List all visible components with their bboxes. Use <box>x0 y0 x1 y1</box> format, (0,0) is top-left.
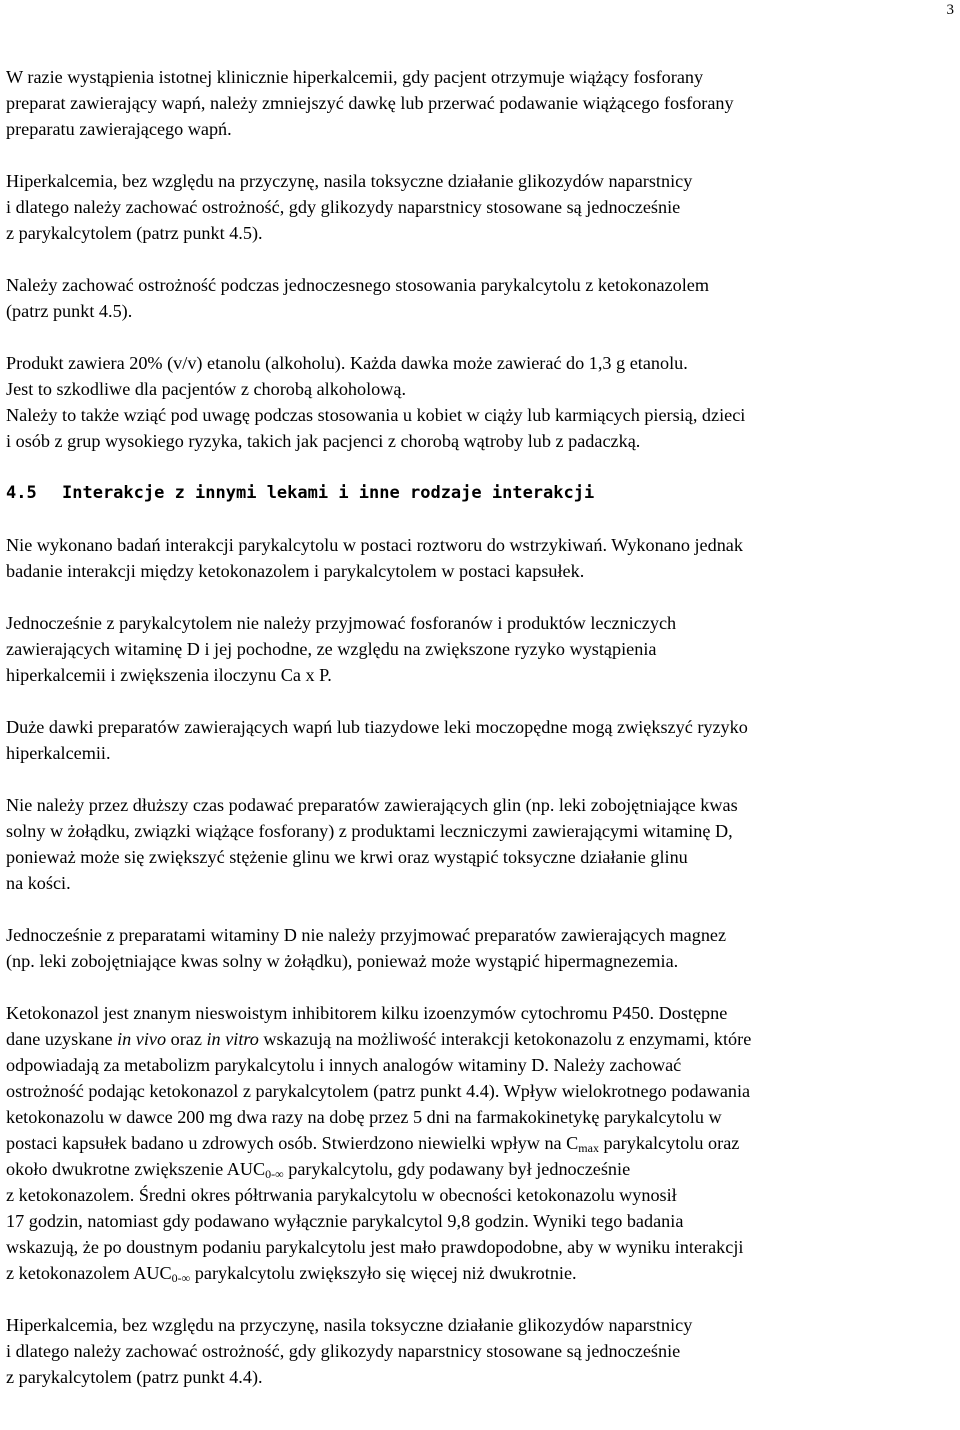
text-line: solny w żołądku, związki wiążące fosforany) z produktami leczniczymi zawierającymi witaminę D, <box>6 821 733 841</box>
paragraph-hypercalcemia-calcium <box>6 64 954 142</box>
paragraph-no-interaction-studies <box>6 532 954 584</box>
paragraph-phosphates-vitamin-d <box>6 610 954 688</box>
text-line: Nie należy przez dłuższy czas podawać preparatów zawierających glin (np. leki zobojętniające kwas <box>6 795 738 815</box>
text-line: W razie wystąpienia istotnej klinicznie hiperkalcemii, gdy pacjent otrzymuje wiążący fosforany <box>6 67 704 87</box>
paragraph-digitalis-warning-repeat <box>6 1312 954 1390</box>
text-line: wskazują, że po doustnym podaniu parykalcytolu jest mało prawdopodobne, aby w wyniku interakcji <box>6 1237 744 1257</box>
paragraph-aluminium <box>6 792 954 896</box>
text-line: Ketokonazol jest znanym nieswoistym inhibitorem kilku izoenzymów cytochromu P450. Dostępne <box>6 1003 728 1023</box>
text-line <box>6 1130 954 1156</box>
text-fragment: parykalcytolu oraz <box>598 1133 740 1153</box>
text-line: Jednocześnie z parykalcytolem nie należy przyjmować fosforanów i produktów leczniczych <box>6 613 677 633</box>
paragraph-calcium-thiazide <box>6 714 954 766</box>
text-line: Nie wykonano badań interakcji parykalcytolu w postaci roztworu do wstrzykiwań. Wykonano jednak <box>6 535 743 555</box>
text-line: (np. leki zobojętniające kwas solny w żołądku), ponieważ może wystąpić hipermagnezemia. <box>6 951 679 971</box>
text-line: zawierających witaminę D i jej pochodne, ze względu na zwiększone ryzyko wystąpienia <box>6 639 657 659</box>
text-line: ponieważ może się zwiększyć stężenie glinu we krwi oraz wystąpić toksyczne działanie glinu <box>6 847 688 867</box>
text-line: Jest to szkodliwe dla pacjentów z chorobą alkoholową. <box>6 379 407 399</box>
text-fragment: około dwukrotne zwiększenie AUC <box>6 1159 266 1179</box>
text-fragment: parykalcytolu, gdy podawany był jednocześnie <box>283 1159 631 1179</box>
paragraph-digitalis-warning <box>6 168 954 246</box>
text-line: Jednocześnie z preparatami witaminy D nie należy przyjmować preparatów zawierających magnez <box>6 925 727 945</box>
text-line: i dlatego należy zachować ostrożność, gdy glikozydy naparstnicy stosowane są jednocześnie <box>6 197 681 217</box>
text-line: Duże dawki preparatów zawierających wapń lub tiazydowe leki moczopędne mogą zwiększyć ryzyko <box>6 717 748 737</box>
subscript: 0-∞ <box>265 1167 284 1181</box>
text-fragment: oraz <box>166 1029 207 1049</box>
section-title: Interakcje z innymi lekami i inne rodzaje interakcji <box>62 483 595 503</box>
text-line: preparat zawierający wapń, należy zmniejszyć dawkę lub przerwać podawanie wiążącego fosforany <box>6 93 734 113</box>
text-line: na kości. <box>6 873 71 893</box>
text-line: ketokonazolu w dawce 200 mg dwa razy na dobę przez 5 dni na farmakokinetykę parykalcytolu w <box>6 1107 722 1127</box>
text-line: Hiperkalcemia, bez względu na przyczynę, nasila toksyczne działanie glikozydów naparstnicy <box>6 1315 693 1335</box>
text-line: z ketokonazolem. Średni okres półtrwania parykalcytolu w obecności ketokonazolu wynosił <box>6 1185 677 1205</box>
paragraph-ethanol-content <box>6 350 954 454</box>
subscript: 0-∞ <box>171 1271 191 1285</box>
text-fragment: z ketokonazolem AUC <box>6 1263 172 1283</box>
text-line <box>6 1156 954 1182</box>
text-line: z parykalcytolem (patrz punkt 4.4). <box>6 1367 263 1387</box>
text-line: i dlatego należy zachować ostrożność, gdy glikozydy naparstnicy stosowane są jednocześnie <box>6 1341 681 1361</box>
text-line: i osób z grup wysokiego ryzyka, takich jak pacjenci z chorobą wątroby lub z padaczką. <box>6 431 641 451</box>
paragraph-ketoconazole-study <box>6 1000 954 1286</box>
page-number: 3 <box>946 2 954 18</box>
text-line <box>6 1026 954 1052</box>
text-fragment: wskazują na możliwość interakcji ketokonazolu z enzymami, które <box>258 1029 752 1049</box>
section-heading-4-5 <box>6 480 954 506</box>
text-line: 17 godzin, natomiast gdy podawano wyłącznie parykalcytol 9,8 godzin. Wyniki tego badania <box>6 1211 684 1231</box>
text-line: hiperkalcemii. <box>6 743 111 763</box>
text-line: z parykalcytolem (patrz punkt 4.5). <box>6 223 263 243</box>
section-number: 4.5 <box>6 483 37 503</box>
text-line: Należy zachować ostrożność podczas jednoczesnego stosowania parykalcytolu z ketokonazolem <box>6 275 709 295</box>
paragraph-ketoconazole-caution <box>6 272 954 324</box>
text-fragment: dane uzyskane <box>6 1029 118 1049</box>
document-body <box>6 64 954 1390</box>
text-line: badanie interakcji między ketokonazolem i parykalcytolem w postaci kapsułek. <box>6 561 585 581</box>
text-line: (patrz punkt 4.5). <box>6 301 133 321</box>
italic-term: in vitro <box>206 1029 259 1049</box>
text-line: Należy to także wziąć pod uwagę podczas stosowania u kobiet w ciąży lub karmiących piersią, dzieci <box>6 405 746 425</box>
text-fragment: postaci kapsułek badano u zdrowych osób. Stwierdzono niewielki wpływ na C <box>6 1133 579 1153</box>
text-line: Produkt zawiera 20% (v/v) etanolu (alkoholu). Każda dawka może zawierać do 1,3 g etanolu. <box>6 353 688 373</box>
italic-term: in vivo <box>117 1029 167 1049</box>
text-line: hiperkalcemii i zwiększenia iloczynu Ca x P. <box>6 665 332 685</box>
text-line: preparatu zawierającego wapń. <box>6 119 232 139</box>
text-fragment: parykalcytolu zwiększyło się więcej niż dwukrotnie. <box>190 1263 577 1283</box>
text-line <box>6 1260 954 1286</box>
paragraph-magnesium <box>6 922 954 974</box>
subscript: max <box>578 1141 599 1155</box>
text-line: Hiperkalcemia, bez względu na przyczynę, nasila toksyczne działanie glikozydów naparstnicy <box>6 171 693 191</box>
text-line: ostrożność podając ketokonazol z parykalcytolem (patrz punkt 4.4). Wpływ wielokrotnego podawania <box>6 1081 751 1101</box>
text-line: odpowiadają za metabolizm parykalcytolu i innych analogów witaminy D. Należy zachować <box>6 1055 682 1075</box>
